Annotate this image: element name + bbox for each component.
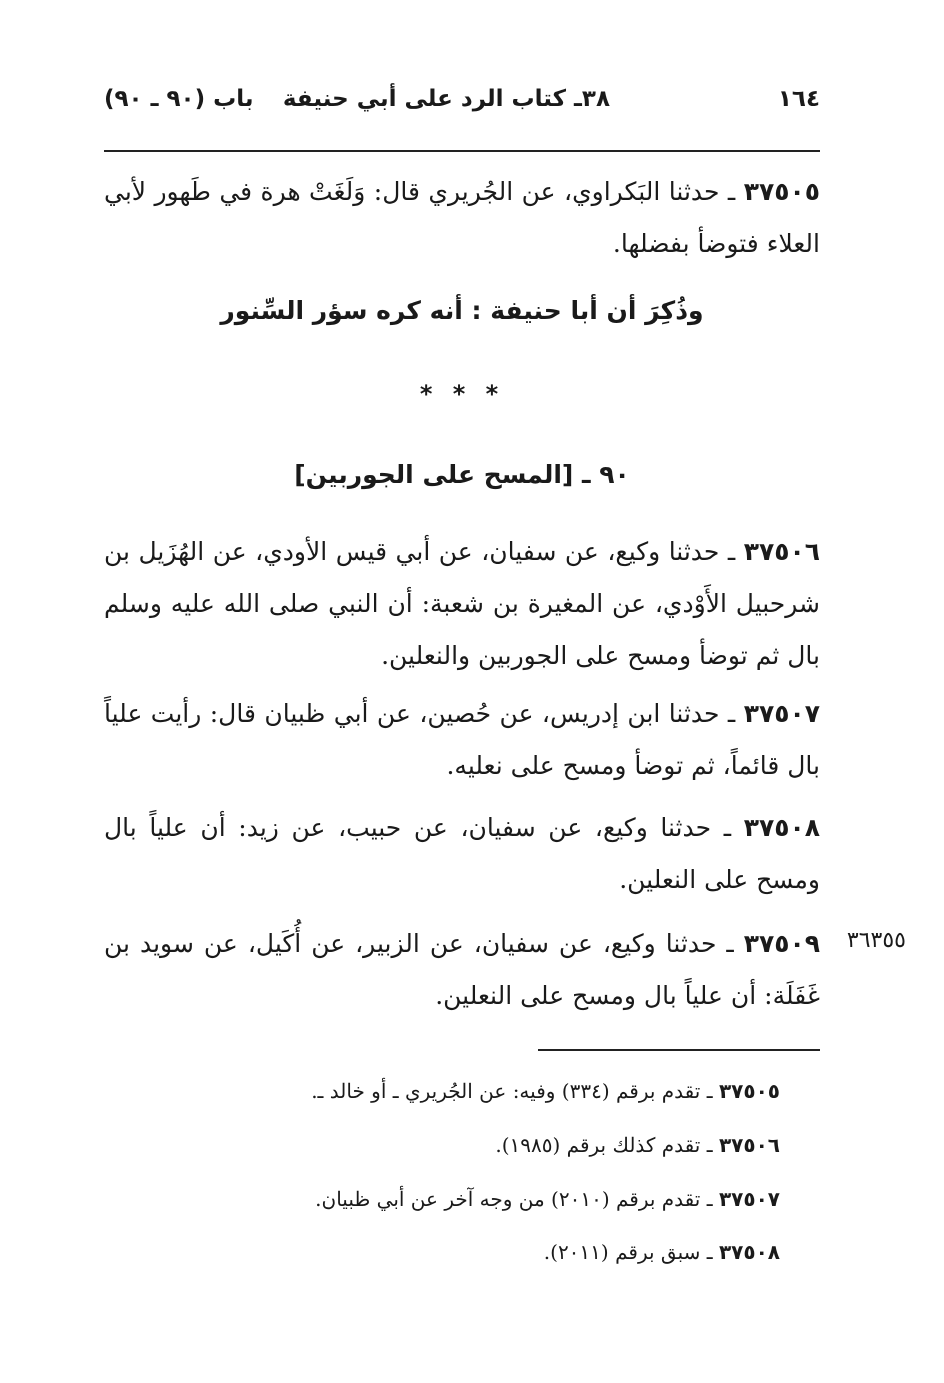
hadith-text: ـ حدثنا البَكراوي، عن الجُريري قال: وَلَغَتْ هرة في طَهور لأبي العلاء فتوضأ بفضلها. xyxy=(104,177,820,258)
margin-number: ٣٦٣٥٥ xyxy=(846,928,906,953)
hadith-text: ـ حدثنا وكيع، عن سفيان، عن حبيب، عن زيد: أن علياً بال ومسح على النعلين. xyxy=(104,813,820,894)
footnote xyxy=(104,1130,780,1160)
chapter-reference: باب (٩٠ ـ ٩٠) xyxy=(104,86,254,112)
hadith-number: ٣٧٥٠٥ xyxy=(743,177,820,206)
footnote-text: ـ سبق برقم (٢٠١١). xyxy=(543,1240,713,1264)
hadith-number: ٣٧٥٠٦ xyxy=(743,537,820,566)
hadith-text: ـ حدثنا ابن إدريس، عن حُصين، عن أبي ظبيان قال: رأيت علياً بال قائماً، ثم توضأ ومسح على نعليه. xyxy=(104,699,820,780)
footnote xyxy=(104,1237,780,1267)
footnote-number: ٣٧٥٠٨ xyxy=(718,1240,780,1264)
hadith-paragraph xyxy=(104,802,820,906)
section-title: ٩٠ ـ [المسح على الجوربين] xyxy=(294,460,630,489)
footnote xyxy=(104,1076,780,1106)
hadith-text: ـ حدثنا وكيع، عن سفيان، عن الزبير، عن أُكَيل، عن سويد بن غَفَلَة: أن علياً بال ومسح على النعلين. xyxy=(104,929,820,1010)
hadith-paragraph xyxy=(104,688,820,792)
footnote-number: ٣٧٥٠٥ xyxy=(718,1079,780,1103)
footnote xyxy=(104,1184,780,1214)
separator-stars: * * * xyxy=(419,380,505,408)
hadith-text: ـ حدثنا وكيع، عن سفيان، عن أبي قيس الأودي، عن الهُزَيل بن شرحبيل الأَوْدي، عن المغيرة بن شعبة: أن النبي صلى الله عليه وسلم بال ثم توضأ ومسح على الجوربين والنعلين. xyxy=(104,537,820,670)
running-header xyxy=(104,82,820,126)
hadith-paragraph xyxy=(104,526,820,682)
footnote-text: ـ تقدم برقم (٣٣٤) وفيه: عن الجُريري ـ أو خالد ـ. xyxy=(311,1079,713,1103)
footnote-text: ـ تقدم برقم (٢٠١٠) من وجه آخر عن أبي ظبيان. xyxy=(315,1187,713,1211)
header-divider xyxy=(104,150,820,152)
hadith-paragraph xyxy=(104,166,820,270)
hadith-number: ٣٧٥٠٩ xyxy=(743,929,820,958)
book-title: ٣٨ـ كتاب الرد على أبي حنيفة xyxy=(282,86,610,112)
footnote-divider xyxy=(538,1049,820,1051)
page-number: ١٦٤ xyxy=(777,86,820,112)
note-line: وذُكِرَ أن أبا حنيفة : أنه كره سؤر السِّنور xyxy=(220,296,704,325)
footnote-text: ـ تقدم كذلك برقم (١٩٨٥). xyxy=(495,1133,713,1157)
footnote-number: ٣٧٥٠٧ xyxy=(718,1187,780,1211)
hadith-number: ٣٧٥٠٨ xyxy=(743,813,820,842)
footnote-number: ٣٧٥٠٦ xyxy=(718,1133,780,1157)
hadith-paragraph xyxy=(104,918,820,1022)
hadith-number: ٣٧٥٠٧ xyxy=(743,699,820,728)
